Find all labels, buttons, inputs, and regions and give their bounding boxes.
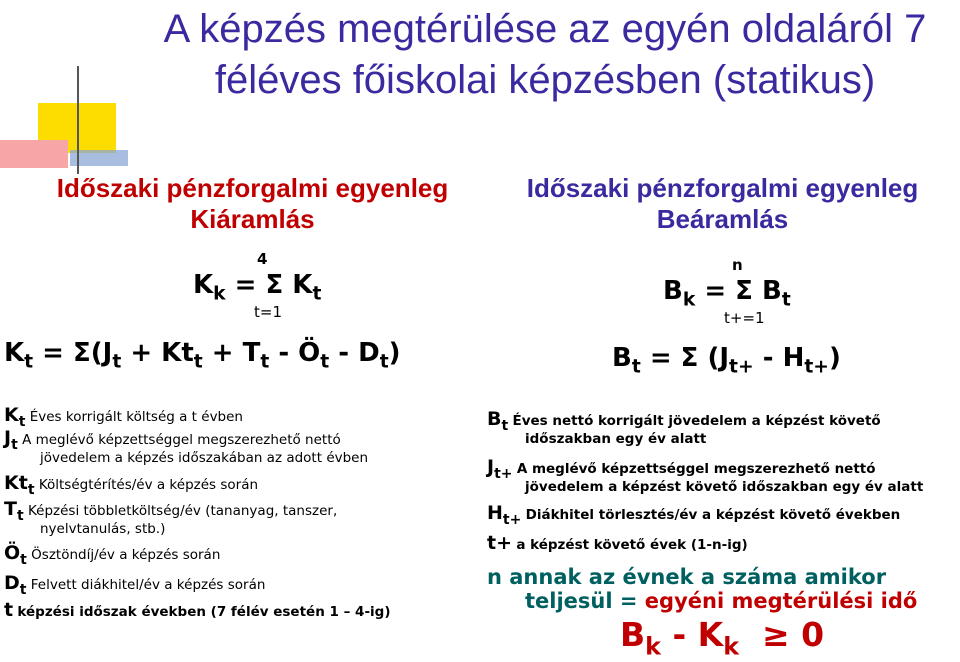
- left-definitions: [4, 406, 474, 621]
- left-sum-formula: $K_k = \Sigma$ $K_t$: [193, 270, 322, 305]
- left-heading-line2: Kiáramlás: [190, 204, 315, 234]
- left-heading: [0, 173, 505, 235]
- left-cost-formula: $K_t = \Sigma(J_t + Kt_t + T_t$ - $Ö_t - D_t$): [4, 338, 401, 373]
- slide-title: A képzés megtérülése az egyén oldaláról 7 féléves főiskolai képzésben (statikus): [163, 7, 927, 102]
- def-item-continuation: időszakban egy év alatt: [525, 431, 707, 447]
- def-item: $Kt_t$ Költségtérítés/év a képzés során: [4, 472, 259, 498]
- conclusion-line2: teljesül = egyéni megtérülési idő: [525, 589, 918, 613]
- conclusion: [487, 565, 957, 613]
- def-item-continuation: nyelvtanulás, stb.): [40, 521, 166, 537]
- conclusion-line1: n annak az évnek a száma amikor: [487, 565, 887, 589]
- def-item: $D_t$ Felvett diákhitel/év a képzés során: [4, 572, 266, 598]
- left-sum-lower-limit: t=1: [254, 303, 282, 321]
- def-item: $H_{t+}$ Diákhitel törlesztés/év a képzést követő években: [487, 502, 901, 528]
- right-benefit-formula: $B_t = \Sigma$ $(J_{t+} - H_{t+})$: [612, 343, 841, 378]
- def-item: t képzési időszak években (7 félév esetén 1 – 4-ig): [4, 599, 391, 621]
- right-sum-formula: $B_k = \Sigma$ $B_t$: [663, 276, 791, 311]
- right-heading: [485, 173, 960, 235]
- right-heading-line1: Időszaki pénzforgalmi egyenleg: [526, 173, 919, 203]
- decor-pink-square: [0, 140, 68, 168]
- right-definitions: [487, 410, 957, 554]
- def-item: $J_t$ A meglévő képzettséggel megszerezhető nettó: [4, 427, 341, 453]
- def-item: $B_t$ Éves nettó korrigált jövedelem a képzést követő: [487, 408, 881, 434]
- right-sum-upper-limit: n: [732, 256, 743, 274]
- payback-condition-formula: $B_k - K_k \ge 0$: [620, 615, 825, 661]
- def-item-continuation: jövedelem a képzést követő időszakban egy év alatt: [525, 479, 924, 495]
- def-item-continuation: jövedelem a képzés időszakában az adott évben: [40, 450, 369, 466]
- decor-vertical-line: [77, 66, 79, 174]
- def-item: $Ö_t$ Ösztöndíj/év a képzés során: [4, 542, 221, 568]
- left-heading-line1: Időszaki pénzforgalmi egyenleg: [56, 173, 449, 203]
- def-item: $T_t$ Képzési többletköltség/év (tananyag, tanszer,: [4, 498, 338, 524]
- def-item: $J_{t+}$ A meglévő képzettséggel megszerezhető nettó: [487, 456, 876, 482]
- def-item: $K_t$ Éves korrigált költség a t évben: [4, 404, 243, 430]
- right-heading-line2: Beáramlás: [656, 204, 789, 234]
- right-sum-lower-limit: t+=1: [724, 309, 765, 327]
- def-item: t+ a képzést követő évek (1-n-ig): [487, 532, 748, 554]
- left-sum-upper-limit: 4: [257, 250, 268, 268]
